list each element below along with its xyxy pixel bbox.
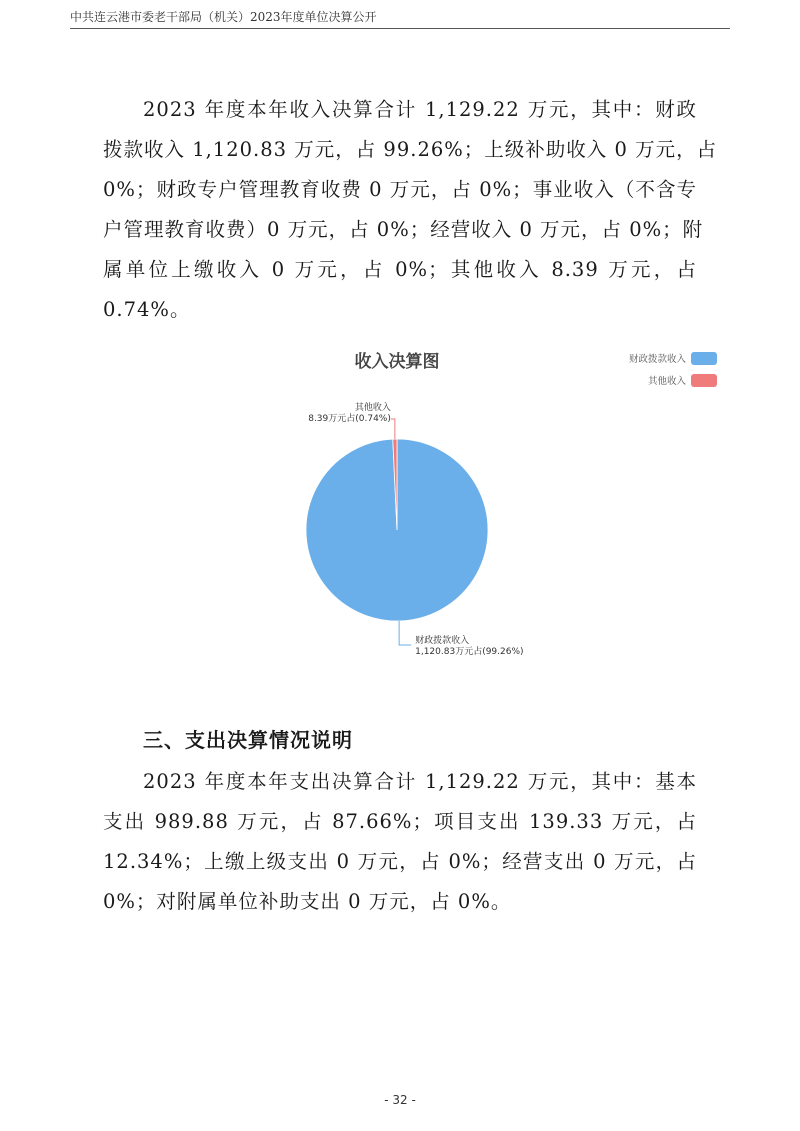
pie-label-value-2: 8.39万元占(0.74%) [308,414,391,425]
legend-swatch-2 [691,374,717,387]
income-line-1: 2023 年度本年收入决算合计 1,129.22 万元，其中：财政 [143,98,697,121]
pie-leader-line-1 [399,621,411,645]
pie-label-name-2: 其他收入 [354,403,391,414]
income-line-2: 拨款收入 1,120.83 万元，占 99.26%；上级补助收入 0 万元，占 [103,138,718,161]
expenditure-line-3: 12.34%；上缴上级支出 0 万元，占 0%；经营支出 0 万元，占 [103,850,697,873]
expenditure-line-1: 2023 年度本年支出决算合计 1,129.22 万元，其中：基本 [143,770,697,793]
income-line-5: 属单位上缴收入 0 万元，占 0%；其他收入 8.39 万元，占 [103,258,697,281]
income-paragraph [103,90,718,330]
pie-slices [306,439,488,621]
pie-leader-line-2 [391,419,395,439]
income-line-3: 0%；财政专户管理教育收费 0 万元，占 0%；事业收入（不含专 [103,178,697,201]
expenditure-paragraph [103,762,697,922]
page-header [70,8,730,29]
page-number: - 32 - [384,1093,416,1107]
income-line-6: 0.74%。 [103,298,191,321]
header-title: 中共连云港市委老干部局（机关）2023年度单位决算公开 [70,10,377,24]
pie-label-name-1: 财政拨款收入 [415,635,470,646]
expenditure-line-2: 支出 989.88 万元，占 87.66%；项目支出 139.33 万元，占 [103,810,697,833]
legend-swatch-1 [691,352,717,365]
legend-label-1: 财政拨款收入 [628,354,686,365]
expenditure-line-4: 0%；对附属单位补助支出 0 万元，占 0%。 [103,890,512,913]
chart-legend [629,352,717,387]
pie-label-value-1: 1,120.83万元占(99.26%) [415,646,524,657]
income-line-4: 户管理教育收费）0 万元，占 0%；经营收入 0 万元，占 0%；附 [103,218,704,241]
section-heading-expenditure: 三、支出决算情况说明 [143,728,353,752]
chart-title: 收入决算图 [354,352,440,372]
legend-label-2: 其他收入 [647,376,686,387]
income-pie-chart [250,340,750,660]
